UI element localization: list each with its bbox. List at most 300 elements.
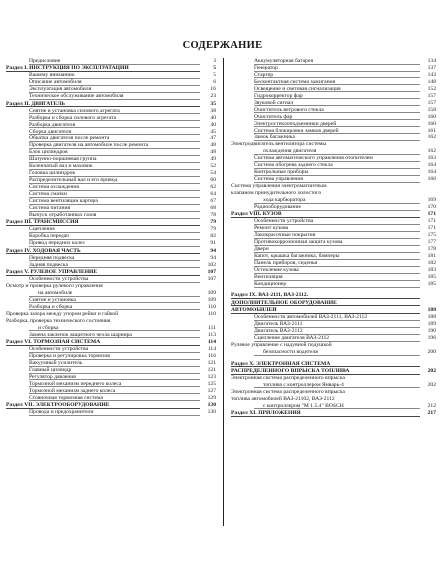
- toc-entry-title: Генератор: [254, 64, 278, 71]
- toc-entry: [231, 141, 436, 148]
- toc-page-number: 35: [210, 100, 216, 107]
- toc-page-number: 109: [207, 296, 216, 303]
- toc-entry-title: Раздел IX. ВАЗ-2111, ВАЗ-2112.: [231, 292, 309, 299]
- toc-entry-title: Раздел VIII. КУЗОВ: [231, 211, 282, 218]
- toc-entry-title: Система обогрева заднего стекла: [254, 162, 333, 169]
- toc-entry: [29, 409, 216, 416]
- toc-page-number: 113: [207, 331, 216, 338]
- toc-entry: [29, 184, 216, 191]
- toc-entry-title: Система управления: [254, 176, 303, 183]
- toc-page-number: 47: [210, 135, 216, 142]
- toc-entry: [254, 58, 436, 65]
- toc-page-number: 164: [427, 169, 436, 176]
- toc-entry-title: Коленчатый вал и маховик: [29, 163, 93, 170]
- toc-entry: [29, 191, 216, 198]
- toc-page-number: 196: [427, 335, 436, 342]
- toc-entry: [6, 318, 216, 325]
- toc-entry-title: охлаждения двигателя: [263, 148, 317, 155]
- toc-page-number: 48: [210, 142, 216, 149]
- toc-entry-title: Эксплуатация автомобиля: [29, 86, 92, 93]
- toc-entry: [254, 121, 436, 128]
- toc-entry-title: хода карбюратора: [263, 197, 306, 204]
- toc-entry-title: Распределительный вал и его привод: [29, 177, 118, 184]
- toc-entry: [254, 176, 436, 183]
- toc-entry: [29, 205, 216, 212]
- toc-entry: [254, 107, 436, 114]
- toc-entry-title: Раздел Х. ЭЛЕКТРОННАЯ СИСТЕМА: [231, 360, 331, 367]
- toc-page-number: 121: [207, 359, 216, 366]
- toc-entry: [254, 155, 436, 162]
- toc-page-number: 171: [427, 211, 436, 218]
- toc-entry: [254, 93, 436, 100]
- toc-entry-title: Регулятор давления: [29, 373, 76, 380]
- toc-page-number: 107: [207, 276, 216, 283]
- toc-page-number: 114: [207, 339, 216, 346]
- toc-page-number: 163: [427, 155, 436, 162]
- toc-entry: [254, 281, 436, 288]
- toc-entry: [29, 290, 216, 297]
- toc-page-number: 200: [427, 349, 436, 356]
- toc-entry: [29, 149, 216, 156]
- toc-left-column: [6, 58, 216, 416]
- toc-entry-title: Двигатель ВАЗ-2111: [254, 321, 303, 328]
- toc-entry: [231, 389, 436, 396]
- toc-entry: [254, 197, 436, 204]
- toc-entry-title: Тормозной механизм заднего колеса: [29, 387, 116, 394]
- toc-page-number: 6: [213, 79, 216, 86]
- toc-entry-title: Сцепление: [29, 226, 55, 233]
- toc-entry-title: Раздел VII. ЭЛЕКТРООБОРУДОВАНИЕ: [6, 402, 110, 409]
- toc-page-number: 188: [427, 314, 436, 321]
- toc-entry: [254, 274, 436, 281]
- toc-page-number: [422, 342, 436, 349]
- toc-entry: [254, 100, 436, 107]
- toc-entry-title: топлива автомобилей ВАЗ-21102, ВАЗ-2112: [231, 395, 335, 402]
- toc-page-number: 143: [427, 71, 436, 78]
- toc-page-number: 137: [427, 64, 436, 71]
- toc-entry-title: Вентиляция: [254, 274, 283, 281]
- toc-page-number: 91: [210, 240, 216, 247]
- toc-entry: [29, 212, 216, 219]
- toc-entry-title: клапаном принудительного холостого: [231, 190, 322, 197]
- toc-page-number: 134: [427, 58, 436, 64]
- toc-section-heading: [231, 307, 436, 314]
- toc-page-number: 67: [210, 198, 216, 205]
- toc-entry-title: Раздел VI. ТОРМОЗНАЯ СИСТЕМА: [6, 339, 101, 346]
- toc-entry: [254, 253, 436, 260]
- toc-page-number: 110: [207, 310, 216, 317]
- toc-section-heading: [231, 368, 436, 375]
- toc-entry: [29, 226, 216, 233]
- toc-entry: [29, 353, 216, 360]
- toc-entry: [29, 72, 216, 79]
- toc-page-number: 48: [210, 149, 216, 156]
- toc-page-number: 125: [207, 380, 216, 387]
- toc-page-number: 68: [210, 205, 216, 212]
- toc-section-heading: [6, 339, 216, 346]
- toc-entry-title: Вашему вниманию: [29, 72, 75, 79]
- toc-page-number: 129: [207, 394, 216, 401]
- toc-page-number: 52: [210, 163, 216, 170]
- toc-page-number: 175: [427, 232, 436, 239]
- toc-entry-title: Двигатель ВАЗ-2112: [254, 328, 303, 335]
- toc-page-number: [422, 292, 436, 299]
- toc-page-number: 79: [210, 226, 216, 233]
- toc-entry: [29, 156, 216, 163]
- toc-page-number: 202: [427, 367, 436, 374]
- toc-entry: [29, 170, 216, 177]
- toc-entry-title: Бесконтактная система зажигания: [254, 78, 336, 85]
- toc-entry-title: Особенности автомобилей ВАЗ-2111, ВАЗ-2112: [254, 314, 368, 321]
- toc-page-number: 16: [210, 86, 216, 93]
- toc-entry-title: Привод передних колес: [29, 240, 86, 247]
- toc-entry: [254, 403, 436, 410]
- toc-section-heading: [231, 292, 436, 299]
- toc-entry: [254, 328, 436, 335]
- toc-page-number: 130: [207, 409, 216, 416]
- toc-entry-title: Особенности устройства: [254, 218, 314, 225]
- toc-page-number: [422, 396, 436, 403]
- toc-page-number: 178: [427, 246, 436, 253]
- toc-entry: [231, 190, 436, 197]
- toc-page-number: [422, 300, 436, 307]
- toc-entry: [254, 260, 436, 267]
- toc-entry-title: Блок цилиндров: [29, 149, 68, 156]
- toc-page-number: 162: [427, 148, 436, 155]
- toc-entry: [29, 163, 216, 170]
- toc-entry-title: безопасности водителя: [263, 349, 318, 356]
- toc-page-number: 102: [207, 261, 216, 268]
- toc-page-number: 182: [427, 260, 436, 267]
- toc-page-number: 157: [427, 99, 436, 106]
- toc-page-number: 171: [427, 225, 436, 232]
- toc-page-number: [202, 318, 216, 325]
- toc-entry-title: Система управления электромагнитным: [231, 183, 327, 190]
- toc-entry: [254, 321, 436, 328]
- toc-entry: [29, 58, 216, 65]
- toc-entry: [254, 232, 436, 239]
- toc-entry-title: Осмотр и проверка рулевого управления: [6, 283, 103, 289]
- toc-entry-title: Остекление кузова: [254, 267, 299, 274]
- toc-entry: [254, 72, 436, 79]
- toc-page-number: 111: [208, 324, 216, 331]
- toc-entry-title: и сборка: [38, 324, 59, 331]
- toc-entry-title: Капот, крышка багажника, бамперы: [254, 253, 340, 260]
- toc-entry-title: Стояночная тормозная система: [29, 394, 103, 401]
- toc-page-number: 158: [427, 106, 436, 113]
- toc-entry-title: Особенности устройства: [29, 346, 89, 353]
- toc-entry: [29, 255, 216, 262]
- toc-page-number: 5: [213, 72, 216, 79]
- toc-page-number: 130: [207, 402, 216, 409]
- toc-page-number: 183: [427, 267, 436, 274]
- toc-section-heading: [231, 300, 436, 307]
- toc-entry-title: Гидрокорректор фар: [254, 92, 303, 99]
- toc-page-number: 5: [213, 65, 216, 72]
- toc-page-number: 23: [210, 93, 216, 100]
- toc-entry: [29, 79, 216, 86]
- toc-page-number: [422, 183, 436, 190]
- toc-entry: [231, 396, 436, 403]
- toc-entry: [29, 304, 216, 311]
- toc-entry-title: Система охлаждения: [29, 184, 79, 191]
- toc-entry-title: Система питания: [29, 205, 71, 212]
- toc-entry-title: Раздел V. РУЛЕВОЕ УПРАВЛЕНИЕ: [6, 269, 98, 276]
- toc-page-number: 79: [210, 219, 216, 226]
- toc-entry-title: Описание автомобиля: [29, 79, 82, 86]
- toc-page-number: 38: [210, 107, 216, 114]
- toc-entry-title: Электронная система распределенного впрыска: [231, 388, 345, 395]
- toc-entry-title: Разборка и сборка силового агрегата: [29, 114, 117, 121]
- toc-entry: [29, 276, 216, 283]
- toc-entry-title: Электростеклоподъемники дверей: [254, 120, 337, 127]
- toc-entry: [231, 375, 436, 382]
- toc-entry-title: Выпуск отработанных газов: [29, 211, 97, 218]
- toc-entry-title: Двери: [254, 246, 269, 253]
- toc-entry-title: с контроллером "M 1.5.4" BOSCH: [263, 402, 344, 409]
- toc-entry-title: Звуковой сигнал: [254, 99, 294, 106]
- toc-entry-title: Шатунно-поршневая группа: [29, 156, 97, 163]
- toc-page-number: 78: [210, 211, 216, 218]
- toc-entry-title: Проверка зазора между упором рейки и гайкой: [6, 310, 119, 317]
- toc-page-number: [202, 283, 216, 290]
- toc-entry: [254, 349, 436, 356]
- toc-entry: [29, 108, 216, 115]
- toc-entry: [29, 325, 216, 332]
- column-divider: [223, 58, 224, 526]
- toc-page-number: 148: [427, 78, 436, 85]
- toc-entry: [29, 198, 216, 205]
- toc-page-number: 188: [427, 307, 436, 314]
- toc-page-number: [422, 361, 436, 368]
- toc-entry-title: Контрольные приборы: [254, 169, 309, 176]
- toc-page-number: [422, 190, 436, 197]
- toc-entry-title: Аккумуляторная батарея: [254, 58, 314, 64]
- toc-entry-title: Разборка и сборка: [29, 303, 73, 310]
- toc-entry: [29, 381, 216, 388]
- toc-page-number: [422, 141, 436, 148]
- toc-entry: [29, 367, 216, 374]
- toc-entry: [254, 86, 436, 93]
- toc-entry-title: Снятие и установка силового агрегата: [29, 107, 120, 114]
- toc-entry-title: Тормозной механизм переднего колеса: [29, 380, 122, 387]
- toc-entry-title: ДОПОЛНИТЕЛЬНОЕ ОБОРУДОВАНИЕ: [231, 299, 337, 306]
- toc-entry-title: Раздел I. ИНСТРУКЦИЯ ПО ЭКСПЛУАТАЦИИ: [6, 65, 129, 72]
- toc-page-number: 185: [427, 274, 436, 281]
- toc-page-number: 160: [427, 120, 436, 127]
- toc-entry-title: Главный цилиндр: [29, 366, 72, 373]
- toc-entry: [29, 374, 216, 381]
- toc-entry-title: Задняя подвеска: [29, 261, 68, 268]
- toc-entry-title: Раздел IV. ХОДОВАЯ ЧАСТЬ: [6, 247, 81, 254]
- toc-section-heading: [6, 65, 216, 72]
- toc-entry: [254, 79, 436, 86]
- toc-entry: [29, 395, 216, 402]
- toc-entry: [29, 360, 216, 367]
- toc-page-number: 164: [427, 162, 436, 169]
- toc-entry-title: РАСПРЕДЕЛЕННОГО ВПРЫСКА ТОПЛИВА: [231, 367, 350, 374]
- toc-entry-title: Раздел III. ТРАНСМИССИЯ: [6, 219, 79, 226]
- toc-entry-title: Панель приборов, сиденья: [254, 260, 318, 267]
- toc-entry-title: Освещение и световая сигнализация: [254, 85, 341, 92]
- toc-entry: [254, 65, 436, 72]
- toc-entry: [29, 115, 216, 122]
- toc-entry-title: Система блокировки замков дверей: [254, 127, 339, 134]
- toc-section-heading: [231, 211, 436, 218]
- toc-entry-title: Провода и предохранители: [29, 409, 94, 416]
- toc-page-number: 45: [210, 128, 216, 135]
- toc-page-number: 181: [427, 253, 436, 260]
- toc-page-number: 82: [210, 233, 216, 240]
- toc-entry: [6, 311, 216, 318]
- toc-page-number: 152: [427, 85, 436, 92]
- toc-page-number: 62: [210, 184, 216, 191]
- toc-entry: [254, 246, 436, 253]
- toc-entry: [254, 128, 436, 135]
- toc-page-number: 185: [427, 281, 436, 287]
- toc-entry-title: Лакокрасочные покрытия: [254, 232, 316, 239]
- toc-entry-title: Электронная система распределенного впрыска: [231, 374, 345, 381]
- toc-page-number: 171: [427, 218, 436, 225]
- toc-entry: [29, 122, 216, 129]
- toc-entry: [29, 86, 216, 93]
- toc-right-column: [231, 58, 436, 417]
- toc-entry-title: Ремонт кузова: [254, 225, 289, 232]
- toc-entry-title: Проверка и регулировка тормозов: [29, 353, 110, 360]
- toc-entry-title: Стартер: [254, 71, 274, 78]
- toc-entry-title: Обкатка двигателя после ремонта: [29, 135, 110, 142]
- toc-page-number: 170: [427, 204, 436, 211]
- toc-section-heading: [6, 248, 216, 255]
- toc-entry-title: Система смазки: [29, 191, 67, 198]
- toc-entry-title: Раздел XI. ПРИЛОЖЕНИЯ: [231, 410, 301, 417]
- toc-entry-title: Замок багажника: [254, 134, 295, 141]
- toc-page-number: 127: [207, 387, 216, 394]
- toc-entry: [254, 218, 436, 225]
- toc-entry: [254, 314, 436, 321]
- toc-page-number: 40: [210, 121, 216, 128]
- toc-entry-title: АВТОМОБИЛЕЙ: [231, 307, 277, 314]
- toc-page-number: 177: [427, 239, 436, 246]
- page-title: СОДЕРЖАНИЕ: [182, 40, 263, 51]
- toc-entry-title: Коробка передач: [29, 233, 69, 240]
- toc-page-number: 64: [210, 191, 216, 198]
- toc-page-number: 60: [210, 177, 216, 184]
- toc-page-number: 110: [207, 303, 216, 310]
- toc-spacer: [231, 356, 436, 360]
- toc-section-heading: [231, 410, 436, 417]
- toc-section-heading: [6, 269, 216, 276]
- toc-entry-title: Рулевое управление с надувной подушкой: [231, 342, 332, 349]
- toc-entry-title: на автомобиле: [38, 289, 73, 296]
- toc-entry: [254, 114, 436, 121]
- toc-section-heading: [6, 101, 216, 108]
- toc-entry: [254, 169, 436, 176]
- toc-page-number: 166: [427, 176, 436, 183]
- toc-entry-title: Проверка двигателя на автомобиле после ремонта: [29, 142, 149, 149]
- toc-entry-title: Разборка, проверка технического состояния: [6, 317, 111, 324]
- toc-page-number: 94: [210, 247, 216, 254]
- toc-entry-title: Противокоррозионная защита кузова: [254, 239, 343, 246]
- toc-entry: [254, 267, 436, 274]
- toc-page-number: 217: [427, 410, 436, 417]
- toc-entry-title: Головка цилиндров: [29, 170, 76, 177]
- toc-entry: [254, 382, 436, 389]
- toc-entry-title: Система вентиляции картера: [29, 198, 98, 205]
- toc-page-number: 160: [427, 113, 436, 120]
- toc-entry: [29, 233, 216, 240]
- toc-entry-title: Предисловие: [29, 58, 61, 64]
- toc-page-number: 54: [210, 170, 216, 177]
- toc-page-number: 40: [210, 114, 216, 121]
- toc-entry: [254, 204, 436, 211]
- toc-entry: [231, 342, 436, 349]
- toc-entry-title: Особенности устройства: [29, 276, 89, 283]
- toc-page-number: 123: [207, 373, 216, 380]
- toc-entry-title: Сборка двигателя: [29, 128, 72, 135]
- toc-entry: [254, 239, 436, 246]
- toc-entry-title: Раздел II. ДВИГАТЕЛЬ: [6, 100, 66, 107]
- toc-entry: [254, 335, 436, 342]
- toc-page-number: 189: [427, 321, 436, 328]
- toc-page-number: 49: [210, 156, 216, 163]
- toc-entry: [29, 332, 216, 339]
- toc-page-number: [422, 389, 436, 396]
- toc-page-number: 114: [207, 346, 216, 353]
- toc-entry-title: Радиооборудование: [254, 204, 302, 211]
- toc-entry-title: Снятие и установка: [29, 296, 76, 303]
- toc-entry-title: Электродвигатель вентилятора системы: [231, 141, 327, 148]
- toc-page-number: 109: [207, 289, 216, 296]
- toc-page-number: 212: [427, 402, 436, 409]
- toc-entry: [29, 262, 216, 269]
- toc-page-number: 116: [207, 353, 216, 360]
- toc-entry: [29, 135, 216, 142]
- toc-entry-title: топлива с контроллером Январь-4: [263, 381, 344, 388]
- toc-entry: [254, 148, 436, 155]
- toc-entry-title: Вакуумный усилитель: [29, 359, 83, 366]
- toc-entry: [29, 129, 216, 136]
- toc-page-number: 107: [207, 269, 216, 276]
- toc-entry-title: Система автоматического управления отопителем: [254, 155, 373, 162]
- toc-page-number: 169: [427, 197, 436, 204]
- toc-page-number: [422, 375, 436, 382]
- toc-page-number: 94: [210, 254, 216, 261]
- toc-section-heading: [6, 402, 216, 409]
- toc-entry: [6, 283, 216, 290]
- toc-page-number: 162: [427, 134, 436, 141]
- toc-section-heading: [6, 219, 216, 226]
- toc-entry: [29, 388, 216, 395]
- toc-entry-title: Сцепление двигателя ВАЗ-2112: [254, 335, 330, 342]
- toc-entry: [29, 93, 216, 100]
- toc-entry: [29, 177, 216, 184]
- toc-entry: [29, 297, 216, 304]
- toc-entry-title: Очиститель фар: [254, 113, 293, 120]
- toc-entry: [231, 183, 436, 190]
- toc-entry-title: Передняя подвеска: [29, 254, 75, 261]
- toc-page-number: 161: [427, 127, 436, 134]
- toc-page-number: 202: [427, 381, 436, 388]
- toc-entry-title: Очиститель ветрового стекла: [254, 106, 324, 113]
- toc-section-heading: [231, 361, 436, 368]
- toc-page-number: 190: [427, 328, 436, 335]
- toc-spacer: [231, 288, 436, 292]
- toc-page-number: 3: [213, 58, 216, 64]
- toc-entry-title: Замена заклепок защитного чехла шарнира: [29, 331, 132, 338]
- toc-page-number: 157: [427, 92, 436, 99]
- toc-page-number: 121: [207, 366, 216, 373]
